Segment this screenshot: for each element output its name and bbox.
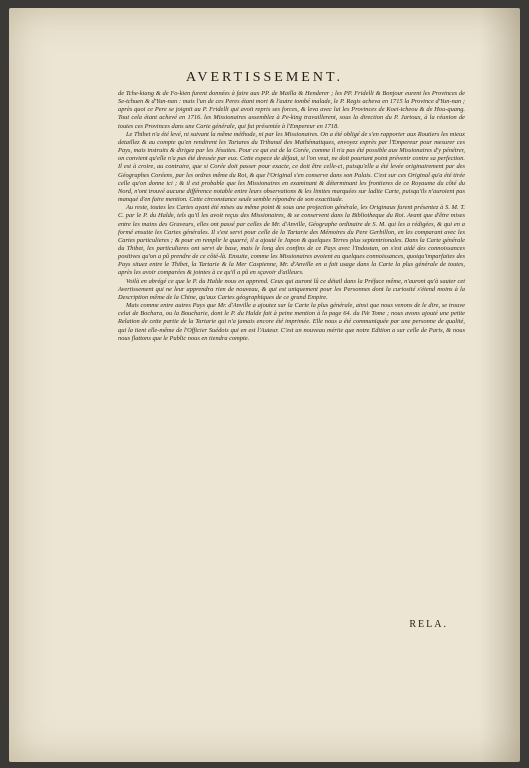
paragraph-3: Au reste, toutes les Cartes ayant été mises au même point & sous une projection générale, les Originaux furent présentez à S. M. T. C. par le P. du Halde, tels qu'il les avoit reçus des Missionaires, & se conservent dans la Bibliotheque du Roi. Avant que d'être mises entre les mains des Graveurs, elles ont passé par celles de Mr. d'Anville, Géographe ordinaire de S. M. qui les a rédigées, & qui en a formé ensuite les Cartes générales. Il s'est servi pour celle de la Tartarie des Mémoires du Pere Gerbillon, en les comparant avec les Cartes particulieres ; & pour en remplir le quarré, il a ajouté le Japon & quelques Terres plus septentrionales. Dans la Carte générale du Thibet, les particulieres ont servi de base, mais le long des confins de ce Pays avec l'Indostan, on s'est aidé des connoissances positives qu'on a pû prendre de ce côté-là. Ensuite, comme les Missionaires avoient eu quelques connoissances, quoiqu'imparfaites des Pays situez entre le Thibet, la Tartarie & la Mer Caspienne, Mr. d'Anville en a fait usage dans la Carte la plus générale de toutes, après les avoir comparées & jointes à ce qu'il a pû en sçavoir d'ailleurs. (118, 204, 465, 277)
document-page (9, 8, 520, 762)
paragraph-4: Voilà en abrégé ce que le P. du Halde nous en apprend. Ceux qui auront lû ce détail dans la Préface même, n'auront qu'à sauter cet Avertissement qui ne leur apprendra rien de nouveau, & qui est uniquement pour les Personnes dont la curiosité s'étend moins à la Description même de la Chine, qu'aux Cartes géographiques de ce grand Empire. (118, 277, 465, 301)
catchword: RELA. (409, 619, 448, 630)
paragraph-1: de Tche-kiang & de Fo-kien furent données à faire aux PP. de Mailla & Henderer ; les PP. Fridelli & Bonjour eurent les Provinces de Se-tchuen & d'Yun-nan : mais l'un de ces Peres étant mort & l'autre tombé malade, le P. Regis acheva en 1715 la Province d'Yun-nan ; après quoi ce Pere se joignit au P. Fridelli qui avoit repris ses forces, & leva avec lui les Provinces de Koei-tcheou & de Hou-quang. Tout cela étant achevé en 1716. les Missionaires assemblez à Pe-king travaillerent, sous la direction du P. Jartoux, à la réunion de toutes ces Provinces dans une Carte générale, qui fut présentée à l'Empereur en 1718. (118, 90, 465, 130)
paragraph-5: Mais comme entre autres Pays que Mr. d'Anville a ajoutez sur la Carte la plus générale, ainsi que nous venons de le dire, se trouve celui de Bochara, ou la Boucharie, dont le P. du Halde fait à peine mention à la page 64. du IVe Tome ; nous avons ajouté une petite Relation de cette partie de la Tartarie qui n'a jamais encore été imprimée. Elle nous a été communiquée par une personne de qualité, qui la tient elle-même de l'Officier Suédois qui en est l'Auteur. C'est un nouveau mérite que notre Edition a sur celle de Paris, & nous nous flattons que le Public nous en tiendra compte. (118, 302, 465, 342)
paragraph-2: Le Thibet n'a été levé, ni suivant la même méthode, ni par les Missionaires. On a été obligé de s'en rapporter aux Routiers les mieux detaillez & au compte qu'en rendirent les Tartares du Tribunal des Mathématiques, envoyez exprès par l'Empereur pour mesurer ces Pays, mais instruits & dirigez par les Jésuites. Pour ce qui est de la Corée, comme il n'a pas été possible aux Missionaires d'y pénétrer, on convient qu'elle n'a pas été dressée par eux. Cette espece de défaut, si l'on veut, ne doit pourtant point prévenir contre sa perfection. Il est à croire, au contraire, que si Corée doit passer pour exacte, ce doit être celle-ci, puisqu'elle a été levée originairement par des Géographes Coréens, par les ordres même du Roi, & que l'Original s'en conserve dans son Palais. C'est sur ces Original qu'a été tirée celle qu'on donne ici ; & il est probable que les Missionaires en examinant & déterminant les frontieres de ce Royaume du côté du Nord, n'ont trouvé aucune différence notable entre leurs observations & les limites marquées sur ladite Carte, puisqu'ils n'auroient pas manqué d'en faire mention. Cette circonstance seule semble répondre de son exactitude. (118, 130, 465, 204)
page-title: AVERTISSEMENT. (186, 70, 343, 85)
body-text (118, 90, 465, 343)
